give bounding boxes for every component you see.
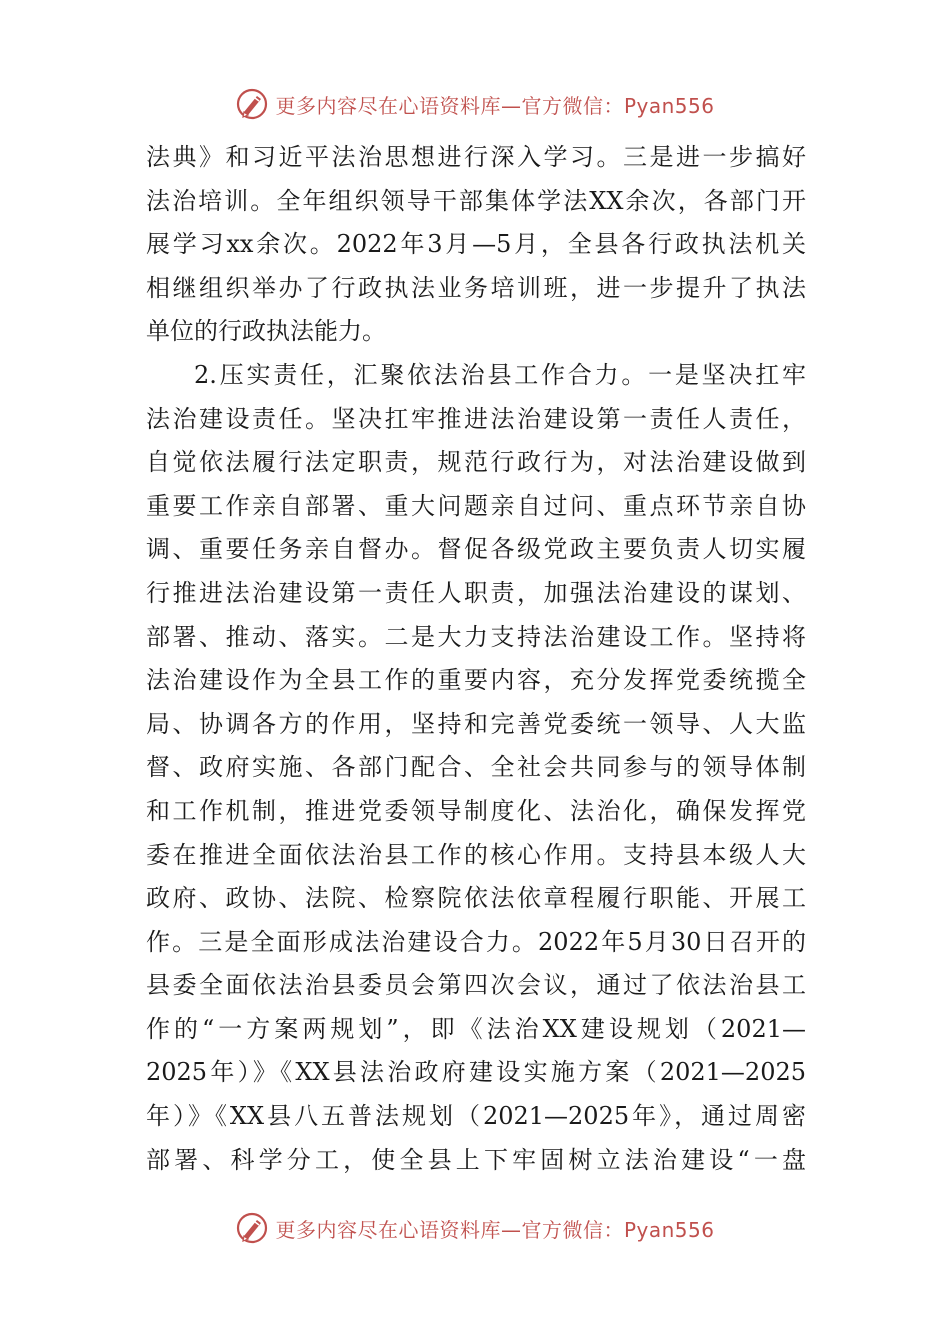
pen-logo-icon	[235, 1211, 269, 1245]
body-line: 年）》《XX县八五普法规划（2021—2025年》，通过周密	[146, 1102, 806, 1131]
body-line: 单位的行政执法能力。	[146, 317, 386, 346]
body-line: 调、重要任务亲自督办。督促各级党政主要负责人切实履	[146, 535, 806, 564]
body-line: 法典》和习近平法治思想进行深入学习。三是进一步搞好	[146, 143, 806, 171]
body-line: 局、协调各方的作用，坚持和完善党委统一领导、人大监	[146, 709, 806, 738]
body-line: 作。三是全面形成法治建设合力。2022年5月30日召开的	[146, 927, 806, 956]
body-line: 2.压实责任，汇聚依法治县工作合力。一是坚决扛牢	[194, 360, 806, 389]
body-line: 行推进法治建设第一责任人职责，加强法治建设的谋划、	[146, 578, 806, 607]
document-body	[146, 136, 806, 1182]
body-line: 2025年）》《XX县法治政府建设实施方案（2021—2025	[146, 1058, 806, 1087]
header-banner-text: 更多内容尽在心语资料库—官方微信：Pyan556	[275, 93, 715, 118]
body-line: 部署、科学分工，使全县上下牢固树立法治建设“一盘	[146, 1145, 806, 1174]
body-line: 自觉依法履行法定职责，规范行政行为，对法治建设做到	[146, 448, 806, 477]
header-banner	[0, 84, 950, 124]
body-line: 督、政府实施、各部门配合、全社会共同参与的领导体制	[146, 753, 806, 782]
body-line: 法治建设责任。坚决扛牢推进法治建设第一责任人责任，	[146, 404, 806, 433]
body-line: 法治建设作为全县工作的重要内容，充分发挥党委统揽全	[146, 666, 806, 695]
body-line: 作的“一方案两规划”，即《法治XX建设规划（2021—	[146, 1014, 806, 1043]
footer-banner-text: 更多内容尽在心语资料库—官方微信：Pyan556	[275, 1217, 715, 1242]
footer-banner	[0, 1208, 950, 1248]
body-line: 委在推进全面依法治县工作的核心作用。支持县本级人大	[146, 840, 806, 869]
body-line: 相继组织举办了行政执法业务培训班，进一步提升了执法	[146, 273, 806, 302]
body-line: 法治培训。全年组织领导干部集体学法XX余次，各部门开	[146, 186, 806, 215]
body-line: 和工作机制，推进党委领导制度化、法治化，确保发挥党	[146, 796, 806, 825]
body-line: 政府、政协、法院、检察院依法依章程履行职能、开展工	[146, 884, 806, 913]
body-line: 县委全面依法治县委员会第四次会议，通过了依法治县工	[146, 971, 806, 1000]
body-line: 展学习xx余次。2022年3月—5月，全县各行政执法机关	[146, 230, 806, 259]
body-line: 重要工作亲自部署、重大问题亲自过问、重点环节亲自协	[146, 491, 806, 520]
body-line: 部署、推动、落实。二是大力支持法治建设工作。坚持将	[146, 622, 806, 651]
pen-logo-icon	[235, 87, 269, 121]
